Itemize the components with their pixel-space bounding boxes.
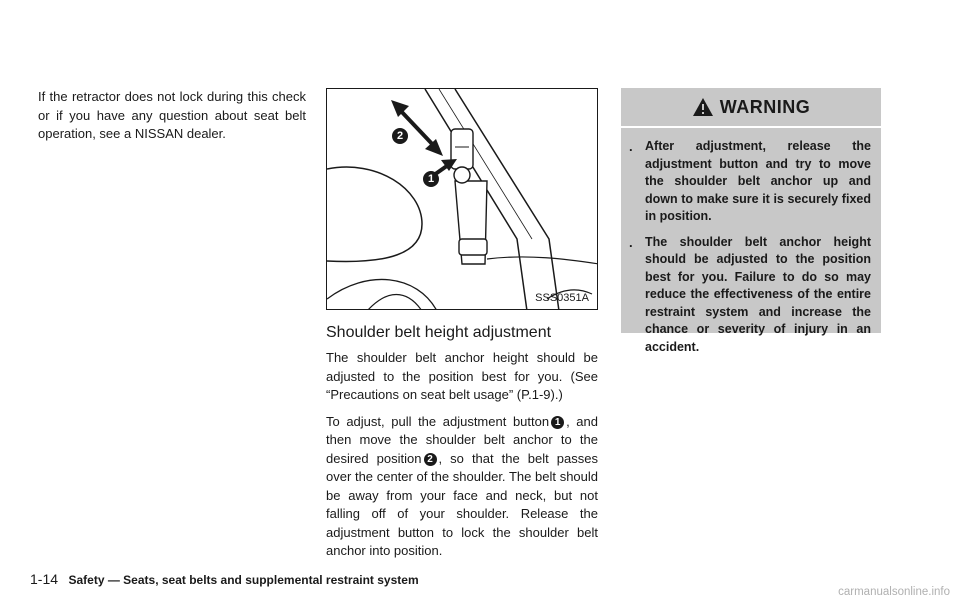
- warning-item: [629, 138, 871, 226]
- para2-text-a: To adjust, pull the adjustment button: [326, 413, 550, 429]
- bullet: .: [629, 234, 633, 250]
- warning-triangle-icon: [692, 97, 714, 117]
- chapter-title: Safety — Seats, seat belts and supplemental restraint system: [68, 573, 419, 587]
- seat-belt-illustration: [326, 88, 598, 310]
- warning-item-text: After adjustment, release the adjustment button and try to move the shoulder belt anchor up and down to make sure it is securely fixed in position.: [645, 139, 871, 223]
- warning-item-text: The shoulder belt anchor height should be adjusted to the position best for you. Failure to do so may reduce the effectiveness of the entire restraint system and increase the chance or severity of injury in an accident.: [645, 234, 871, 354]
- warning-list: [621, 128, 881, 356]
- warning-item: [629, 234, 871, 357]
- page-number: 1-14: [30, 571, 59, 587]
- warning-header: [621, 88, 881, 128]
- middle-column: [326, 88, 598, 561]
- bullet: .: [629, 139, 633, 154]
- section-title: Shoulder belt height adjustment: [326, 324, 552, 341]
- inline-marker-1-icon: 1: [551, 416, 564, 429]
- intro-paragraph: If the retractor does not lock during this check or if you have any question about seat belt operation, see a NISSAN dealer.: [38, 89, 306, 141]
- para2-text-c: , so that the belt passes over the center of the shoulder. The belt should be away from your face and neck, but not falling off of your shoulder. Release the adjustment button to lock the shoulder belt anchor into position.: [326, 450, 598, 558]
- section-paragraph-1: The shoulder belt anchor height should be adjusted to the position best for you. (See “Precautions on seat belt usage” (P.1-9).): [326, 350, 598, 402]
- right-column: [621, 88, 881, 354]
- para2-text-b: , and then move the shoulder belt anchor to the desired position: [326, 413, 598, 466]
- figure-code: SSS0351A: [535, 292, 589, 304]
- left-column: [38, 88, 306, 144]
- page-footer: [30, 571, 419, 589]
- warning-title: WARNING: [719, 96, 811, 117]
- warning-box: [621, 88, 881, 354]
- marker-2-icon: 2: [392, 128, 408, 144]
- watermark: carmanualsonline.info: [838, 586, 950, 598]
- section-paragraph-2: [326, 413, 598, 561]
- marker-1-icon: 1: [423, 171, 439, 187]
- inline-marker-2-icon: 2: [424, 453, 437, 466]
- shoulder-belt-diagram: [327, 89, 598, 310]
